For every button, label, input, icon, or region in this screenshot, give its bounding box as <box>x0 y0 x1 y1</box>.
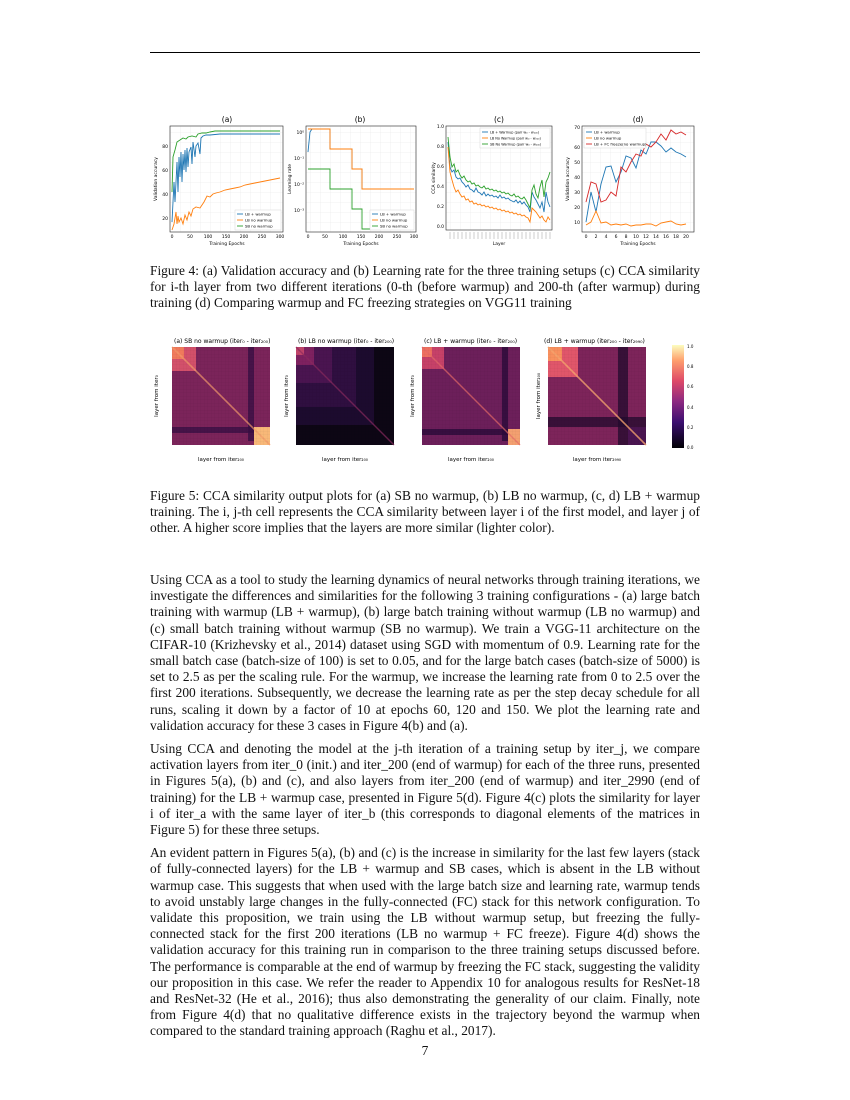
svg-text:20: 20 <box>574 206 580 211</box>
figure-4-caption: Figure 4: (a) Validation accuracy and (b) Learning rate for the three training setups (c) CCA similarity for i-th layer from two different iterations (0-th (before warmup) and 200-th (after warmup) during training (d) Comparing warmup and FC freezing strategies on VGG11 training <box>150 263 700 311</box>
svg-text:12: 12 <box>643 235 649 240</box>
svg-text:LB no warmup: LB no warmup <box>245 217 273 223</box>
page-number: 7 <box>421 1043 429 1058</box>
colorbar <box>672 344 694 450</box>
svg-text:50: 50 <box>187 235 193 240</box>
svg-text:250: 250 <box>257 235 267 240</box>
svg-text:1.0: 1.0 <box>436 125 444 130</box>
svg-text:0.4: 0.4 <box>687 405 694 410</box>
svg-text:20: 20 <box>162 217 168 222</box>
svg-text:layer from iter₀: layer from iter₀ <box>154 375 160 417</box>
svg-text:70: 70 <box>574 126 580 131</box>
svg-text:LB + warmup: LB + warmup <box>594 129 620 135</box>
panel-b-label: (b) <box>354 115 366 124</box>
svg-text:0: 0 <box>170 235 174 240</box>
svg-text:0.0: 0.0 <box>687 445 694 450</box>
svg-text:Validation accuracy: Validation accuracy <box>154 157 159 201</box>
svg-text:(b) LB no warmup (iter₀ - iter: (b) LB no warmup (iter₀ - iter₂₀₀) <box>298 338 395 345</box>
svg-text:1.0: 1.0 <box>687 344 694 349</box>
svg-text:LB no warmup: LB no warmup <box>380 217 408 223</box>
fig5-panel-c <box>410 338 520 463</box>
svg-text:0: 0 <box>584 235 588 240</box>
svg-text:LB No Warmup (pair w₀ - w₂₀₀): LB No Warmup (pair w₀ - w₂₀₀) <box>490 136 541 141</box>
svg-text:80: 80 <box>162 145 168 150</box>
svg-text:10⁻³: 10⁻³ <box>294 209 304 214</box>
svg-text:0.2: 0.2 <box>436 205 444 210</box>
svg-text:10: 10 <box>574 221 580 226</box>
svg-text:LB + FC freeze(no warmup): LB + FC freeze(no warmup) <box>594 141 647 147</box>
header-rule <box>150 52 700 53</box>
svg-text:100: 100 <box>203 235 213 240</box>
svg-text:40: 40 <box>574 176 580 181</box>
svg-text:2: 2 <box>594 235 598 240</box>
svg-text:300: 300 <box>409 235 419 240</box>
panel-d-label: (d) <box>632 115 644 124</box>
svg-text:200: 200 <box>239 235 249 240</box>
svg-text:SB No Warmup (pair w₀ - w₂₀₀): SB No Warmup (pair w₀ - w₂₀₀) <box>490 142 542 147</box>
fig4-panel-a <box>153 115 284 247</box>
svg-text:layer from iter₂₉₉₀: layer from iter₂₉₉₀ <box>572 457 622 463</box>
svg-text:LB + warmup: LB + warmup <box>380 211 406 217</box>
svg-text:60: 60 <box>574 146 580 151</box>
figure-5 <box>148 333 702 473</box>
svg-text:6: 6 <box>614 235 618 240</box>
svg-text:150: 150 <box>221 235 231 240</box>
svg-text:20: 20 <box>683 235 689 240</box>
svg-text:10⁻¹: 10⁻¹ <box>294 157 304 162</box>
paragraph-3: An evident pattern in Figures 5(a), (b) and (c) is the increase in similarity for the last few layers (stack of fully-connected layers) for the LB + warmup and SB cases, which is absent in the LB without warmup case. This suggests that when used with the large batch size and learning rate, warmup tends to avoid unstably large changes in the fully-connected (FC) stack for this network configuration. To validate this proposition, we train using the LB without warmup setup, but freezing the fully-connected stack for the first 200 iterations (LB no warmup + FC freeze). Figure 4(d) shows the validation accuracy for this training run in comparison to the three training setups discussed before. The performance is comparable at the end of warmup by freezing the FC stack, suggesting the validity our proposition in this case. We refer the reader to Appendix 10 for analogous results for ResNet-18 and ResNet-32 (He et al., 2016); thus also demonstrating the generality of our claim. Finally, note from Figure 4(d) that no qualitative difference exists in the trajectory beyond the warmup when compared to the standard training approach (Raghu et al., 2017). <box>150 845 700 1039</box>
body-text <box>150 572 700 1047</box>
svg-text:layer from iter₂₀₀: layer from iter₂₀₀ <box>447 457 495 463</box>
svg-text:0.8: 0.8 <box>436 145 444 150</box>
figure-4 <box>150 112 700 252</box>
svg-text:16: 16 <box>663 235 669 240</box>
panel-c-label: (c) <box>494 115 504 124</box>
paragraph-1: Using CCA as a tool to study the learning dynamics of neural networks through training iterations, we investigate the differences and similarities for the following 3 training configurations - (a) large batch training with warmup (LB + warmup), (b) large batch training without warmup (LB no warmup) and (c) small batch training without warmup (SB no warmup). We train a VGG-11 architecture on the CIFAR-10 (Krizhevsky et al., 2014) dataset using SGD with momentum of 0.9. Learning rate for the small batch case (batch-size of 100) is set to 0.05, and for the large batch cases (batch-size of 5000) is set to 2.5 as per the scaling rule. For the warmup, we increase the learning rate from 0 to 2.5 over the first 200 iterations. Subsequently, we decrease the learning rate as per the step decay schedule for all runs, scaling it down by a factor of 10 at epochs 60, 120 and 150. We plot the learning rate and validation accuracy for these 3 cases in Figure 4(b) and (a). <box>150 572 700 733</box>
svg-text:layer from iter₀: layer from iter₀ <box>410 375 416 417</box>
svg-text:CCA similarity: CCA similarity <box>432 162 437 194</box>
svg-text:(d) LB + warmup (iter₂₀₀ - ite: (d) LB + warmup (iter₂₀₀ - iter₂₉₉₀) <box>544 338 645 345</box>
svg-text:Training Epochs: Training Epochs <box>343 242 379 247</box>
svg-text:50: 50 <box>322 235 328 240</box>
svg-text:8: 8 <box>624 235 628 240</box>
svg-text:Training Epochs: Training Epochs <box>209 242 245 247</box>
svg-text:30: 30 <box>574 191 580 196</box>
svg-text:(c) LB + warmup (iter₀ - iter₂: (c) LB + warmup (iter₀ - iter₂₀₀) <box>424 338 518 345</box>
svg-text:200: 200 <box>374 235 384 240</box>
svg-text:100: 100 <box>338 235 348 240</box>
svg-text:layer from iter₀: layer from iter₀ <box>284 375 290 417</box>
svg-text:60: 60 <box>162 169 168 174</box>
fig5-panel-a <box>154 338 270 463</box>
svg-text:0: 0 <box>306 235 310 240</box>
svg-text:4: 4 <box>604 235 608 240</box>
svg-text:10⁰: 10⁰ <box>296 131 304 136</box>
svg-text:14: 14 <box>653 235 659 240</box>
fig4-panel-b <box>287 115 418 247</box>
svg-text:40: 40 <box>162 193 168 198</box>
figure-5-caption: Figure 5: CCA similarity output plots for (a) SB no warmup, (b) LB no warmup, (c, d) LB + warmup training. The i, j-th cell represents the CCA similarity between layer i of the first model, and layer j of other. A higher score implies that the layers are more similar (lighter color). <box>150 488 700 536</box>
svg-text:0.6: 0.6 <box>436 165 444 170</box>
svg-text:Layer: Layer <box>492 242 506 247</box>
svg-text:SB no warmup: SB no warmup <box>245 223 273 229</box>
fig5-panel-b <box>284 338 394 463</box>
fig5-panel-d <box>536 338 646 463</box>
svg-text:Training Epochs: Training Epochs <box>620 242 656 247</box>
svg-text:LB + warmup: LB + warmup <box>245 211 271 217</box>
svg-text:layer from iter₂₀₀: layer from iter₂₀₀ <box>321 457 369 463</box>
svg-text:Learning rate: Learning rate <box>288 163 293 195</box>
svg-text:250: 250 <box>392 235 402 240</box>
svg-text:18: 18 <box>673 235 679 240</box>
svg-text:300: 300 <box>275 235 285 240</box>
svg-text:LB + Warmup (pair w₀ - w₂₀₀): LB + Warmup (pair w₀ - w₂₀₀) <box>490 130 540 135</box>
svg-text:layer from iter₂₀₀: layer from iter₂₀₀ <box>197 457 245 463</box>
svg-text:(a) SB no warmup (iter₀ - iter: (a) SB no warmup (iter₀ - iter₂₀₀) <box>174 338 271 345</box>
svg-text:LB no warmup: LB no warmup <box>594 135 622 141</box>
paragraph-2: Using CCA and denoting the model at the j-th iteration of a training setup by iter_j, we compare activation layers from iter_0 (init.) and iter_200 (end of warmup) for each of the three runs, presented in Figures 5(a), (b) and (c), and also layers from iter_200 (end of warmup) and iter_2990 (end of training) for the LB + warmup case, presented in Figure 5(d). Figure 4(c) plots the similarity for layer i of iter_a with the same layer of iter_b (this corresponds to diagonal elements of the matrices in Figure 5) for these three setups. <box>150 741 700 838</box>
svg-text:0.6: 0.6 <box>687 384 694 389</box>
svg-text:150: 150 <box>356 235 366 240</box>
svg-text:10⁻²: 10⁻² <box>294 183 304 188</box>
svg-text:0.2: 0.2 <box>687 425 694 430</box>
fig4-panel-c <box>431 115 552 247</box>
svg-text:0.4: 0.4 <box>436 185 444 190</box>
svg-text:0.8: 0.8 <box>687 364 694 369</box>
fig4-panel-d <box>565 115 694 247</box>
svg-text:layer from iter₂₀₀: layer from iter₂₀₀ <box>536 372 542 420</box>
svg-text:SB no warmup: SB no warmup <box>380 223 408 229</box>
svg-text:Validation accuracy: Validation accuracy <box>566 157 571 201</box>
svg-text:0.0: 0.0 <box>436 225 444 230</box>
svg-text:50: 50 <box>574 161 580 166</box>
panel-a-label: (a) <box>221 115 233 124</box>
svg-text:10: 10 <box>633 235 639 240</box>
